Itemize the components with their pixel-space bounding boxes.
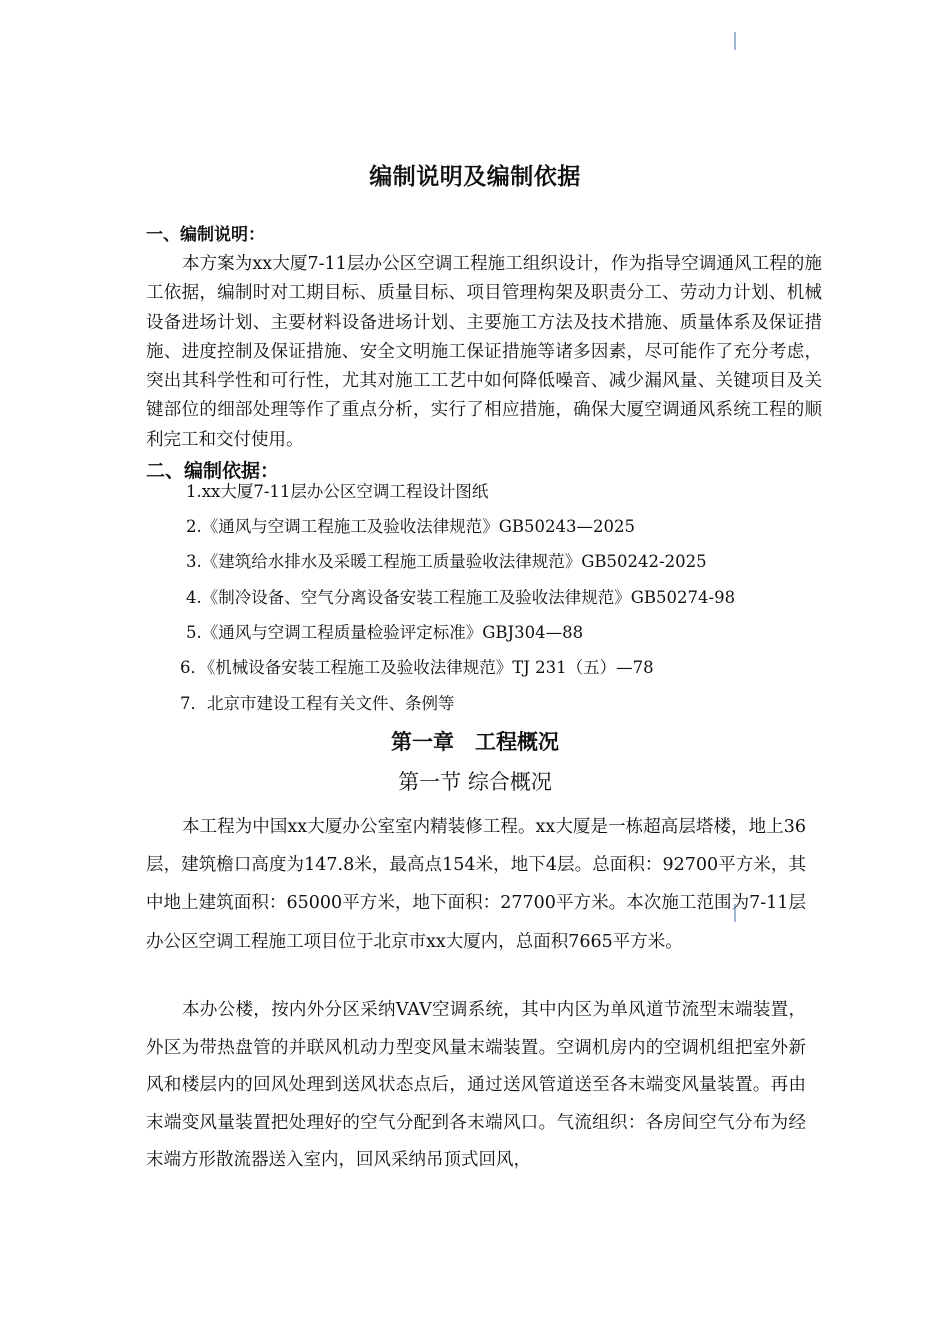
basis-item: 1.xx大厦7-11层办公区空调工程设计图纸	[186, 482, 489, 501]
document-title: 编制说明及编制依据	[369, 164, 581, 190]
basis-item: 3.《建筑给水排水及采暖工程施工质量验收法律规范》GB50242-2025	[186, 552, 707, 571]
section-heading-compilation-basis: 二、编制依据：	[146, 460, 280, 482]
chapter-title: 第一章 工程概况	[391, 730, 559, 754]
hvac-system-paragraph: 本办公楼，按内外分区采纳VAV空调系统，其中内区为单风道节流型末端装置，外区为带热盘管的并联风机动力型变风量末端装置。空调机房内的空调机组把室外新风和楼层内的回风处理到送风状态点后，通过送风管道送至各末端变风量装置。再由末端变风量装置把处理好的空气分配到各末端风口。气流组织：各房间空气分布为经末端方形散流器送入室内，回风采纳吊顶式回风，	[146, 1000, 806, 1171]
basis-item: 7．北京市建设工程有关文件、条例等	[180, 694, 455, 713]
text-cursor-mark-top	[734, 32, 736, 50]
basis-item: 4.《制冷设备、空气分离设备安装工程施工及验收法律规范》GB50274-98	[186, 588, 736, 607]
overview-paragraph: 本工程为中国xx大厦办公室室内精装修工程。xx大厦是一栋超高层塔楼，地上36层，建筑檐口高度为147.8米，最高点154米，地下4层。总面积：92700平方米，其中地上建筑面积：65000平方米，地下面积：27700平方米。本次施工范围为7-11层办公区空调工程施工项目位于北京市xx大厦内，总面积7665平方米。	[146, 817, 806, 952]
basis-item: 5.《通风与空调工程质量检验评定标准》GBJ304—88	[186, 623, 584, 642]
basis-item: 6．《机械设备安装工程施工及验收法律规范》TJ 231（五）—78	[180, 658, 654, 677]
basis-item: 2.《通风与空调工程施工及验收法律规范》GB50243—2025	[186, 517, 636, 536]
section-heading-compilation-notes: 一、编制说明：	[146, 225, 265, 245]
compilation-notes-paragraph: 本方案为xx大厦7-11层办公区空调工程施工组织设计，作为指导空调通风工程的施工依据，编制时对工期目标、质量目标、项目管理构架及职责分工、劳动力计划、机械设备进场计划、主要材料设备进场计划、主要施工方法及技术措施、质量体系及保证措施、进度控制及保证措施、安全文明施工保证措施等诸多因素，尽可能作了充分考虑，突出其科学性和可行性，尤其对施工工艺中如何降低噪音、减少漏风量、关键项目及关键部位的细部处理等作了重点分析，实行了相应措施，确保大厦空调通风系统工程的顺利完工和交付使用。	[146, 254, 822, 450]
section-title: 第一节 综合概况	[398, 770, 552, 794]
